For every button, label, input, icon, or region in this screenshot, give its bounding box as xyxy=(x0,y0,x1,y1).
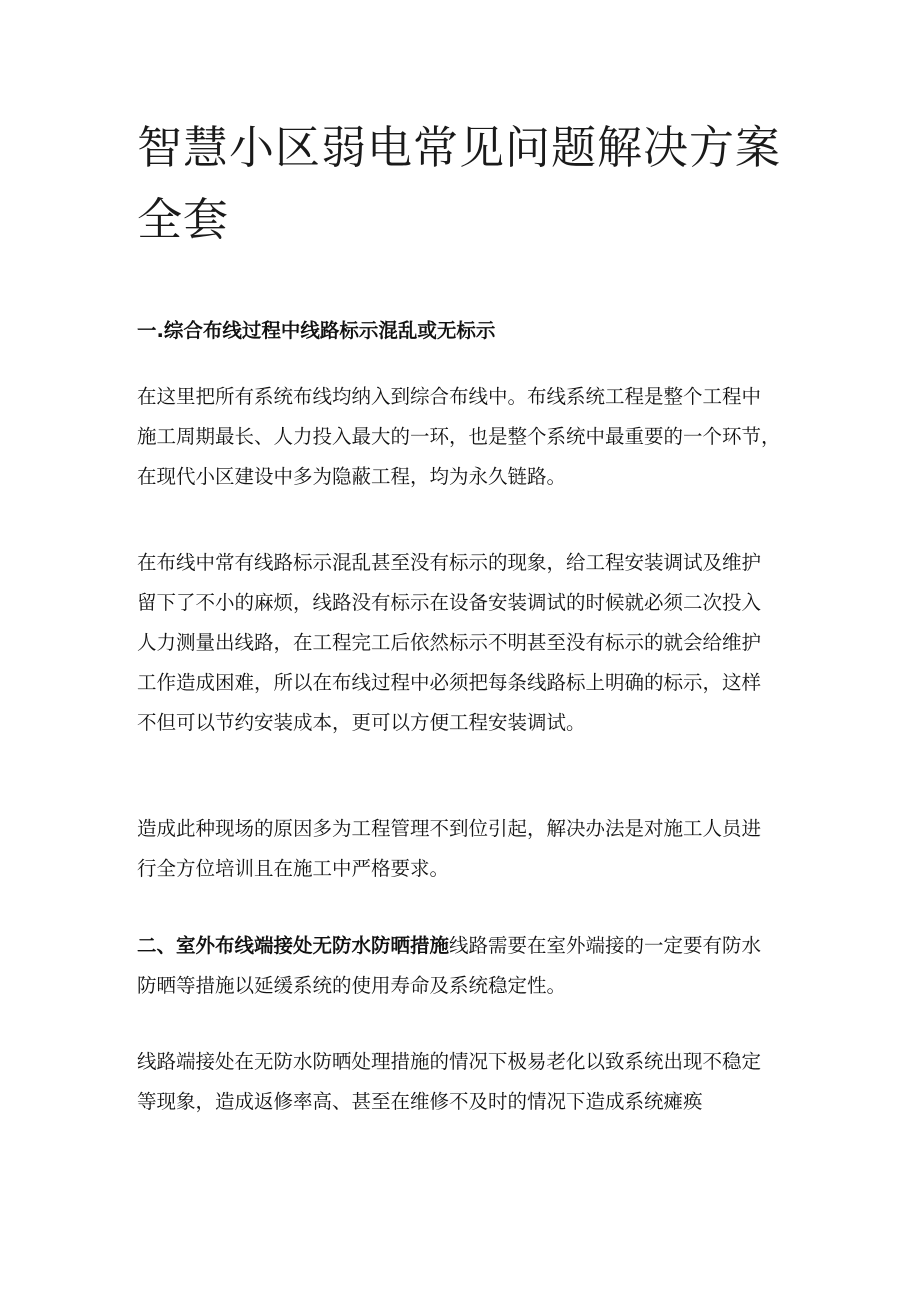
paragraph-line: 人力测量出线路，在工程完工后依然标示不明甚至没有标示的就会给维护 xyxy=(137,631,762,654)
paragraph-line: 在现代小区建设中多为隐蔽工程，均为永久链路。 xyxy=(137,465,567,488)
section2-paragraph-2 xyxy=(137,1042,792,1122)
paragraph-line: 造成此种现场的原因多为工程管理不到位引起，解决办法是对施工人员进 xyxy=(137,817,762,840)
section1-paragraph-2 xyxy=(137,543,792,743)
section2-heading: 二、室外布线端接处无防水防晒措施 xyxy=(137,934,450,957)
paragraph-line: 工作造成困难，所以在布线过程中必须把每条线路标上明确的标示，这样 xyxy=(137,671,762,694)
paragraph-line: 线路端接处在无防水防晒处理措施的情况下极易老化以致系统出现不稳定 xyxy=(137,1050,762,1073)
section2-lead-text: 线路需要在室外端接的一定要有防水 xyxy=(449,934,762,957)
paragraph-line: 留下了不小的麻烦，线路没有标示在设备安装调试的时候就必须二次投入 xyxy=(137,591,762,614)
paragraph-line: 在这里把所有系统布线均纳入到综合布线中。布线系统工程是整个工程中 xyxy=(137,385,762,408)
section1-paragraph-3 xyxy=(137,809,792,889)
paragraph-line: 等现象，造成返修率高、甚至在维修不及时的情况下造成系统瘫痪 xyxy=(137,1090,703,1113)
document-title: 智慧小区弱电常见问题解决方案全套 xyxy=(137,121,782,246)
paragraph-line: 不但可以节约安装成本，更可以方便工程安装调试。 xyxy=(137,711,586,734)
section2-paragraph-1 xyxy=(137,926,792,1006)
paragraph-line: 行全方位培训且在施工中严格要求。 xyxy=(137,857,450,880)
paragraph-line: 在布线中常有线路标示混乱甚至没有标示的现象，给工程安装调试及维护 xyxy=(137,551,762,574)
paragraph-line: 施工周期最长、人力投入最大的一环，也是整个系统中最重要的一个环节， xyxy=(137,425,781,448)
paragraph-line xyxy=(137,926,792,966)
paragraph-line: 防晒等措施以延缓系统的使用寿命及系统稳定性。 xyxy=(137,974,567,997)
section1-heading: 一.综合布线过程中线路标示混乱或无标示 xyxy=(137,319,496,342)
section1-paragraph-1 xyxy=(137,377,792,497)
